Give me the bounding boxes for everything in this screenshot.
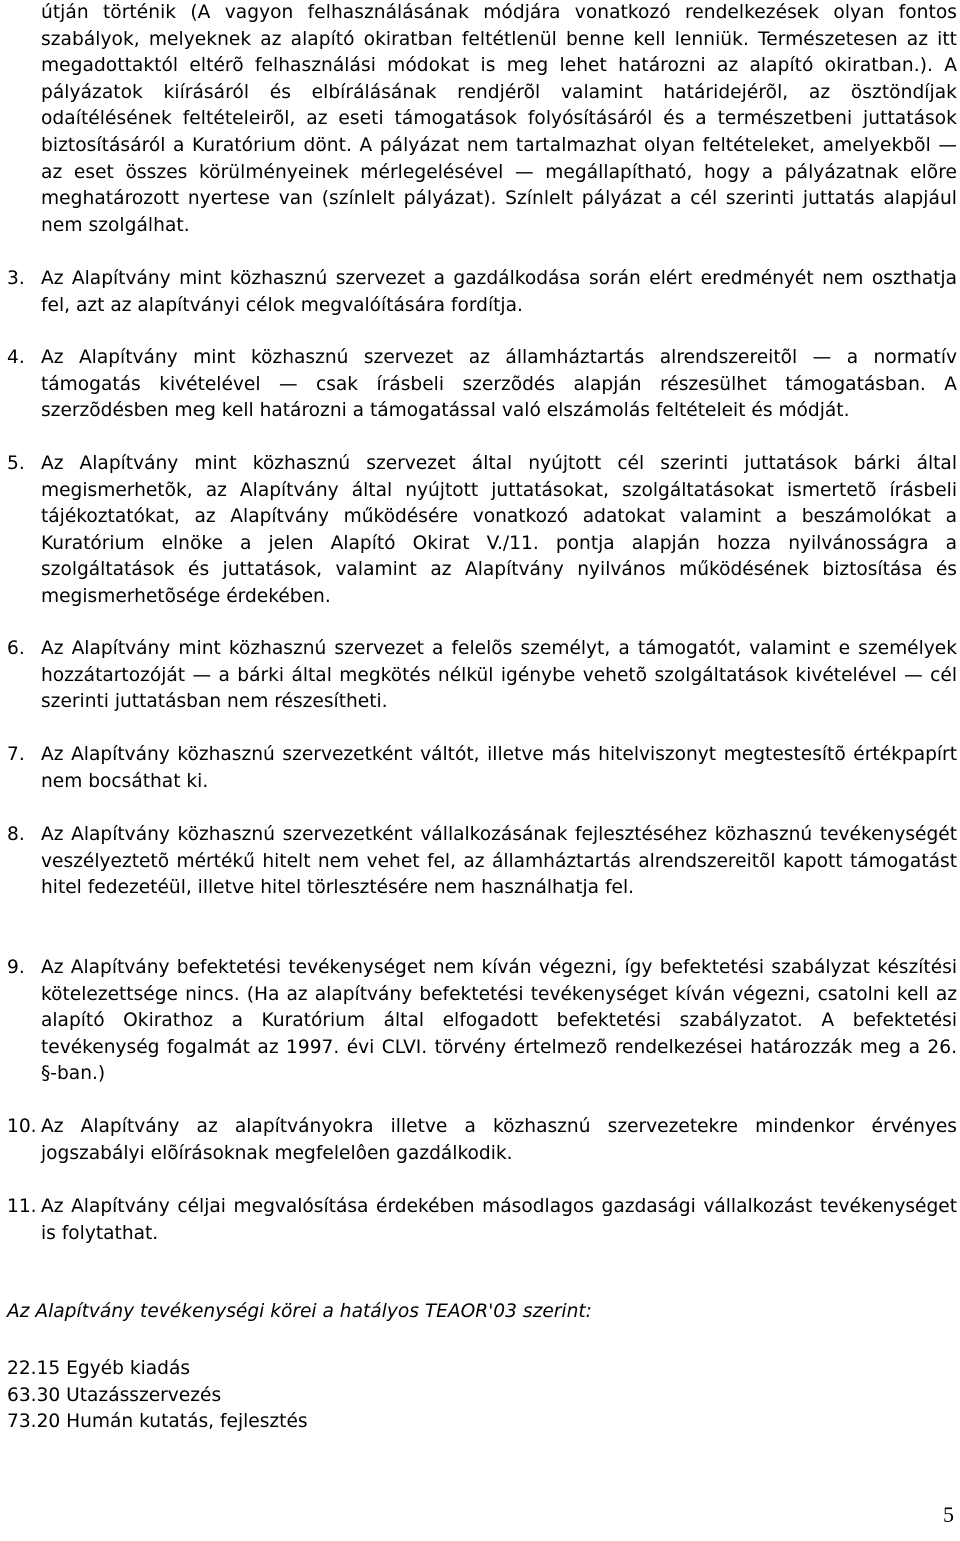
teaor-entry: 63.30 Utazásszervezés xyxy=(7,1384,222,1406)
item-number: 5. xyxy=(7,453,25,474)
item-text: Az Alapítvány befektetési tevékenységet nem kíván végezni, így befektetési szabályzat készítési kötelezettsége nincs. (Ha az alapítvány befektetési tevékenységet kíván végezni, csatolni kell az alapító Okirathoz a Kuratórium által elfogadott befektetési szabályzatot. A befektetési tevékenység fogalmát az 1997. évi CLVI. törvény értelmezõ rendelkezései határozzák meg a 26. §-ban.) xyxy=(41,957,957,1085)
item-number: 10. xyxy=(7,1116,37,1137)
intro-paragraph: útján történik (A vagyon felhasználásának módjára vonatkozó rendelkezések olyan fontos szabályok, melyeknek az alapító okiratban feltétlenül benne kell lenniük. Természetesen az itt megadottaktól eltérõ felhasználási módokat is meg lehet határozni az alapító okiratban.). A pályázatok kiírásáról és elbírálásának rendjérõl valamint határidejérõl, az ösztöndíjak odaítélésének feltételeirõl, az eseti támogatások folyósításáról és a természetbeni juttatások biztosításáról a Kuratórium dönt. A pályázat nem tartalmazhat olyan feltételeket, amelyekbõl — az eset összes körülményeinek mérlegelésével — megállapítható, hogy a pályázatnak elõre meghatározott nyertese van (színlelt pályázat). Színlelt pályázat a cél szerinti juttatás alapjául nem szolgálhat. xyxy=(41,2,957,236)
item-text: Az Alapítvány mint közhasznú szervezet a felelõs személyt, a támogatót, valamint e személyek hozzátartozóját — a bárki által megkötés nélkül igénybe vehetõ szolgáltatások kivételével — cél szerinti juttatásban nem részesítheti. xyxy=(41,638,957,713)
item-number: 7. xyxy=(7,744,25,765)
item-number: 3. xyxy=(7,268,25,289)
teaor-list xyxy=(7,1356,308,1436)
item-text: Az Alapítvány az alapítványokra illetve a közhasznú szervezetekre mindenkor érvényes jogszabályi elõírásoknak megfelelôen gazdálkodik. xyxy=(41,1116,957,1164)
item-text: Az Alapítvány közhasznú szervezetként váltót, illetve más hitelviszonyt megtestesítõ értékpapírt nem bocsáthat ki. xyxy=(41,744,957,792)
item-text: Az Alapítvány mint közhasznú szervezet által nyújtott cél szerinti juttatások bárki által megismerhetõk, az Alapítvány által nyújtott juttatásokat, szolgáltatásokat ismertetõ írásbeli tájékoztatókat, az Alapítvány működésére vonatkozó adatokat valamint a beszámolókat a Kuratórium elnöke a jelen Alapító Okirat V./11. pontja alapján hozza nyilvánosságra a szolgáltatások és juttatások, valamint az Alapítvány nyilvános működésének biztosítása és megismerhetõsége érdekében. xyxy=(41,453,957,607)
teaor-entry: 22.15 Egyéb kiadás xyxy=(7,1358,191,1379)
item-text: Az Alapítvány közhasznú szervezetként vállalkozásának fejlesztéséhez közhasznú tevékenységét veszélyeztetõ mértékű hitelt nem vehet fel, az államháztartás alrendszereitõl kapott támogatást hitel fedezetéül, illetve hitel törlesztésére nem használhatja fel. xyxy=(41,824,957,899)
item-number: 11. xyxy=(7,1196,37,1217)
page-number: 5 xyxy=(943,1502,954,1527)
item-text: Az Alapítvány céljai megvalósítása érdekében másodlagos gazdasági vállalkozást tevékenységet is folytathat. xyxy=(41,1196,957,1244)
item-number: 8. xyxy=(7,824,25,845)
item-number: 9. xyxy=(7,957,25,978)
item-number: 4. xyxy=(7,347,25,368)
item-text: Az Alapítvány mint közhasznú szervezet az államháztartás alrendszereitõl — a normatív támogatás kivételével — csak írásbeli szerzõdés alapján részesülhet támogatásban. A szerzõdésben meg kell határozni a támogatással való elszámolás feltételeit és módját. xyxy=(41,347,957,422)
teaor-heading: Az Alapítvány tevékenységi körei a hatályos TEAOR'03 szerint: xyxy=(7,1301,592,1322)
teaor-entry: 73.20 Humán kutatás, fejlesztés xyxy=(7,1411,308,1433)
item-number: 6. xyxy=(7,638,25,659)
item-text: Az Alapítvány mint közhasznú szervezet a gazdálkodása során elért eredményét nem oszthatja fel, azt az alapítványi célok megvalóítására fordítja. xyxy=(41,268,957,316)
